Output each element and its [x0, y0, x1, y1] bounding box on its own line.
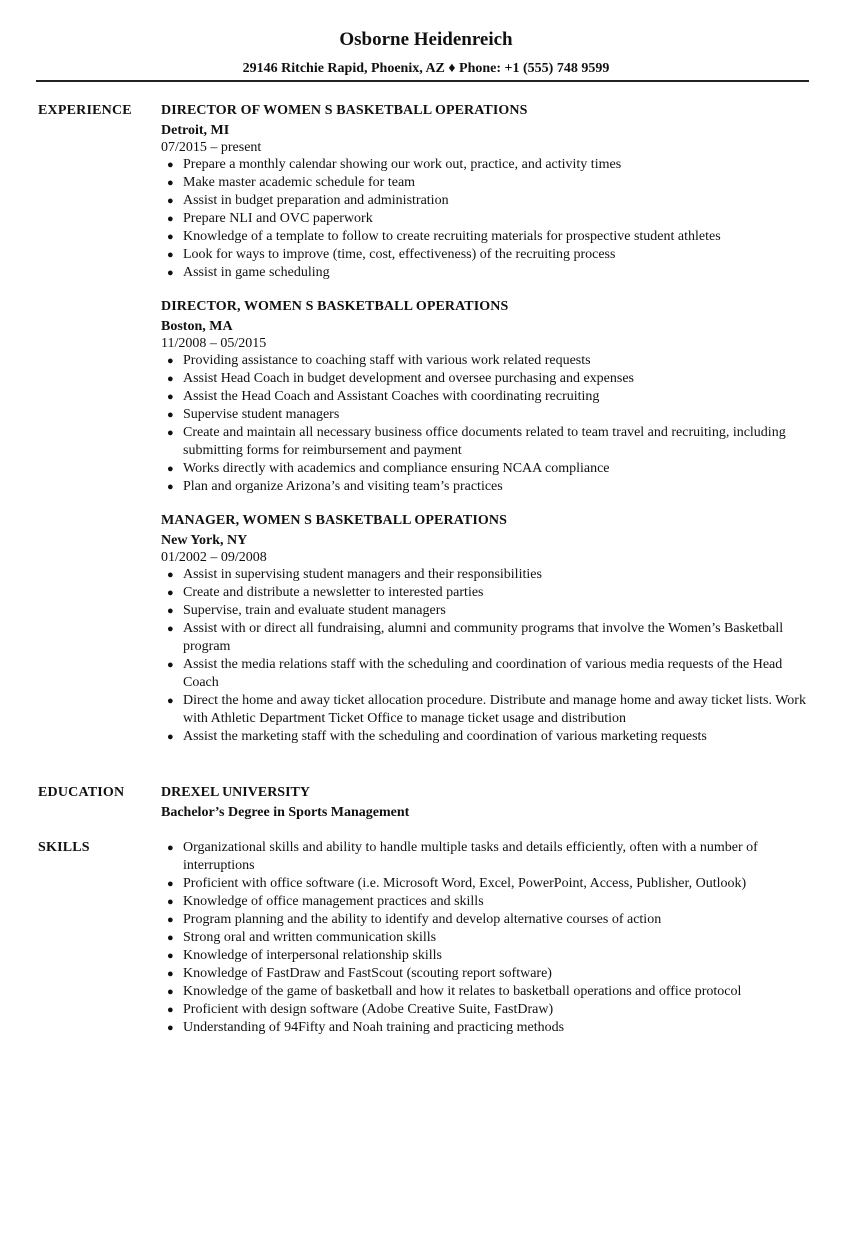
- bullet-icon: ●: [167, 267, 174, 279]
- bullet-icon: ●: [167, 659, 174, 671]
- bullet-text: Plan and organize Arizona’s and visiting team’s practices: [183, 479, 503, 494]
- candidate-name: Osborne Heidenreich: [339, 29, 513, 50]
- job-entry: [161, 298, 821, 496]
- education-body: [161, 784, 821, 822]
- skills-list: [161, 839, 821, 1037]
- list-item: [161, 929, 821, 947]
- bullet-text: Make master academic schedule for team: [183, 175, 416, 190]
- bullet-text: Prepare NLI and OVC paperwork: [183, 211, 373, 226]
- list-item: [161, 692, 821, 728]
- contact-line: 29146 Ritchie Rapid, Phoenix, AZ ♦ Phone: +1 (555) 748 9599: [242, 61, 610, 76]
- list-item: [161, 424, 821, 460]
- education-heading: EDUCATION: [38, 785, 125, 800]
- bullet-text: Assist in supervising student managers and their responsibilities: [183, 567, 542, 582]
- job-dates: 07/2015 – present: [161, 140, 262, 155]
- list-item: [161, 352, 821, 370]
- header-divider: [36, 80, 809, 82]
- skill-text: Knowledge of FastDraw and FastScout (scouting report software): [183, 966, 552, 981]
- bullet-icon: ●: [167, 177, 174, 189]
- bullet-icon: ●: [167, 249, 174, 261]
- bullet-text: Supervise, train and evaluate student managers: [183, 603, 446, 618]
- bullet-icon: ●: [167, 427, 174, 439]
- job-entry: [161, 102, 821, 282]
- experience-list: [161, 102, 821, 762]
- bullet-text: Prepare a monthly calendar showing our work out, practice, and activity times: [183, 157, 622, 172]
- bullet-icon: ●: [167, 195, 174, 207]
- skill-text: Knowledge of the game of basketball and how it relates to basketball operations and office protocol: [183, 984, 742, 999]
- list-item: [161, 156, 821, 174]
- bullet-icon: ●: [167, 878, 174, 890]
- bullet-icon: ●: [167, 231, 174, 243]
- job-bullets: [161, 156, 821, 282]
- list-item: [161, 965, 821, 983]
- bullet-icon: ●: [167, 968, 174, 980]
- bullet-icon: ●: [167, 842, 174, 854]
- bullet-text: Works directly with academics and compliance ensuring NCAA compliance: [183, 461, 610, 476]
- experience-heading: EXPERIENCE: [38, 103, 132, 118]
- list-item: [161, 620, 821, 656]
- bullet-icon: ●: [167, 932, 174, 944]
- bullet-icon: ●: [167, 986, 174, 998]
- job-dates: 11/2008 – 05/2015: [161, 336, 267, 351]
- job-location: Detroit, MI: [161, 123, 230, 138]
- bullet-icon: ●: [167, 914, 174, 926]
- skill-text: Proficient with design software (Adobe Creative Suite, FastDraw): [183, 1002, 554, 1017]
- list-item: [161, 584, 821, 602]
- bullet-icon: ●: [167, 587, 174, 599]
- job-title: DIRECTOR OF WOMEN S BASKETBALL OPERATIONS: [161, 103, 528, 118]
- bullet-icon: ●: [167, 1022, 174, 1034]
- list-item: [161, 983, 821, 1001]
- job-title: DIRECTOR, WOMEN S BASKETBALL OPERATIONS: [161, 299, 509, 314]
- list-item: [161, 210, 821, 228]
- skill-text: Understanding of 94Fifty and Noah training and practicing methods: [183, 1020, 565, 1035]
- bullet-text: Assist the Head Coach and Assistant Coaches with coordinating recruiting: [183, 389, 600, 404]
- job-title: MANAGER, WOMEN S BASKETBALL OPERATIONS: [161, 513, 507, 528]
- skill-text: Program planning and the ability to identify and develop alternative courses of action: [183, 912, 662, 927]
- bullet-icon: ●: [167, 159, 174, 171]
- job-location: Boston, MA: [161, 319, 233, 334]
- bullet-text: Create and distribute a newsletter to interested parties: [183, 585, 484, 600]
- list-item: [161, 228, 821, 246]
- list-item: [161, 192, 821, 210]
- job-bullets: [161, 352, 821, 496]
- list-item: [161, 947, 821, 965]
- job-bullets: [161, 566, 821, 746]
- bullet-text: Direct the home and away ticket allocation procedure. Distribute and manage home and away ticket lists. Work with Athletic Department Ticket Office to manage ticket usage and distribution: [183, 693, 806, 726]
- job-dates: 01/2002 – 09/2008: [161, 550, 267, 565]
- job-entry: [161, 512, 821, 746]
- bullet-icon: ●: [167, 391, 174, 403]
- bullet-icon: ●: [167, 373, 174, 385]
- resume-header: [0, 28, 866, 78]
- bullet-icon: ●: [167, 569, 174, 581]
- bullet-text: Create and maintain all necessary business office documents related to team travel and recruiting, including submitting forms for reimbursement and payment: [183, 425, 786, 458]
- skill-text: Knowledge of interpersonal relationship skills: [183, 948, 442, 963]
- bullet-icon: ●: [167, 896, 174, 908]
- skill-text: Proficient with office software (i.e. Microsoft Word, Excel, PowerPoint, Access, Publisher, Outlook): [183, 876, 747, 891]
- skills-heading: SKILLS: [38, 840, 90, 855]
- bullet-icon: ●: [167, 950, 174, 962]
- list-item: [161, 1001, 821, 1019]
- skill-text: Knowledge of office management practices and skills: [183, 894, 484, 909]
- bullet-icon: ●: [167, 213, 174, 225]
- bullet-text: Supervise student managers: [183, 407, 340, 422]
- bullet-icon: ●: [167, 623, 174, 635]
- bullet-text: Assist Head Coach in budget development and oversee purchasing and expenses: [183, 371, 634, 386]
- bullet-text: Assist with or direct all fundraising, alumni and community programs that involve the Women’s Basketball program: [183, 621, 784, 654]
- bullet-text: Knowledge of a template to follow to create recruiting materials for prospective student athletes: [183, 229, 721, 244]
- bullet-icon: ●: [167, 355, 174, 367]
- bullet-text: Assist in budget preparation and administration: [183, 193, 449, 208]
- bullet-text: Assist the marketing staff with the scheduling and coordination of various marketing requests: [183, 729, 707, 744]
- bullet-icon: ●: [167, 463, 174, 475]
- list-item: [161, 602, 821, 620]
- bullet-text: Providing assistance to coaching staff with various work related requests: [183, 353, 591, 368]
- list-item: [161, 839, 821, 875]
- bullet-icon: ●: [167, 409, 174, 421]
- list-item: [161, 370, 821, 388]
- bullet-icon: ●: [167, 695, 174, 707]
- bullet-icon: ●: [167, 1004, 174, 1016]
- list-item: [161, 478, 821, 496]
- list-item: [161, 1019, 821, 1037]
- list-item: [161, 875, 821, 893]
- degree-name: Bachelor’s Degree in Sports Management: [161, 805, 410, 820]
- bullet-text: Look for ways to improve (time, cost, effectiveness) of the recruiting process: [183, 247, 616, 262]
- list-item: [161, 728, 821, 746]
- list-item: [161, 460, 821, 478]
- skill-text: Organizational skills and ability to handle multiple tasks and details efficiently, often with a number of interruptions: [183, 840, 758, 873]
- skill-text: Strong oral and written communication skills: [183, 930, 437, 945]
- skills-body: [161, 839, 821, 1037]
- list-item: [161, 893, 821, 911]
- list-item: [161, 406, 821, 424]
- bullet-icon: ●: [167, 605, 174, 617]
- list-item: [161, 911, 821, 929]
- job-location: New York, NY: [161, 533, 248, 548]
- bullet-text: Assist the media relations staff with the scheduling and coordination of various media requests of the Head Coach: [183, 657, 783, 690]
- bullet-icon: ●: [167, 481, 174, 493]
- list-item: [161, 656, 821, 692]
- list-item: [161, 174, 821, 192]
- list-item: [161, 566, 821, 584]
- bullet-icon: ●: [167, 731, 174, 743]
- school-name: DREXEL UNIVERSITY: [161, 785, 310, 800]
- list-item: [161, 246, 821, 264]
- bullet-text: Assist in game scheduling: [183, 265, 330, 280]
- list-item: [161, 388, 821, 406]
- list-item: [161, 264, 821, 282]
